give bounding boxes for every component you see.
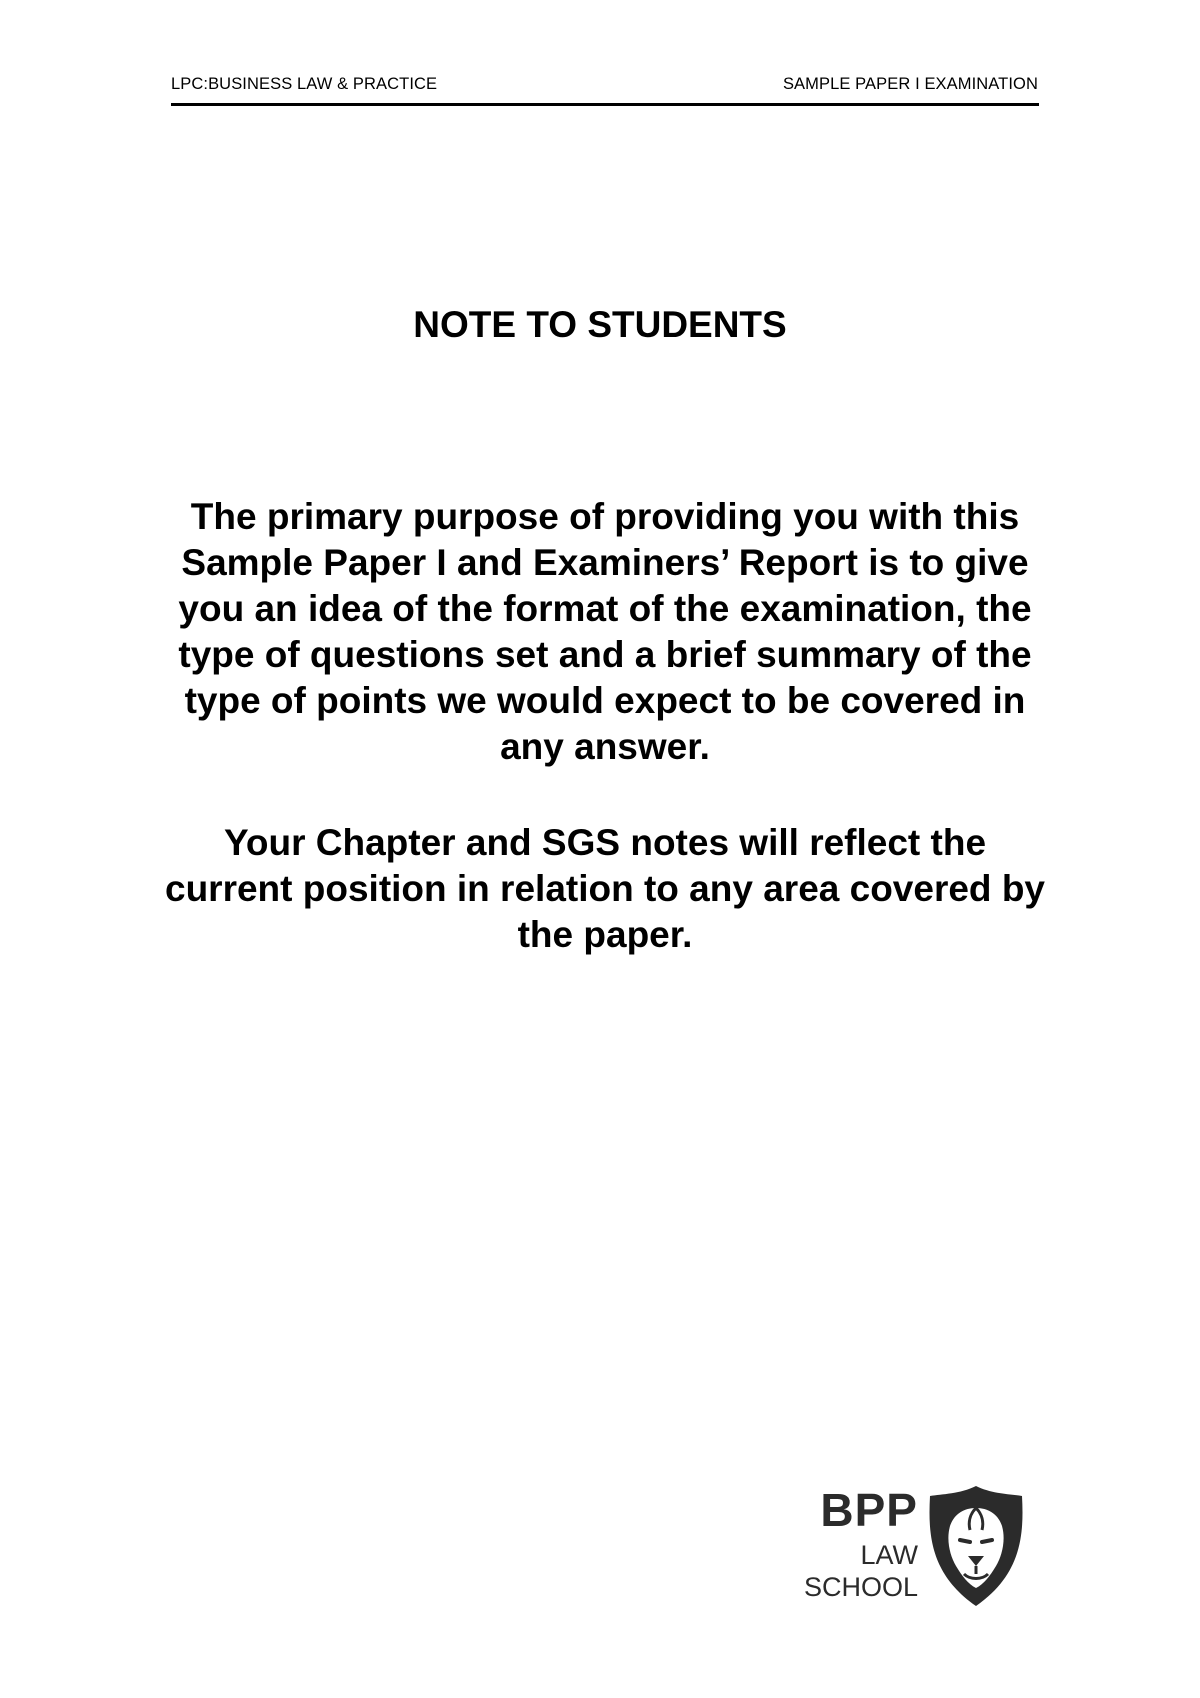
lion-head-shield-icon	[926, 1484, 1026, 1608]
bpp-law-school-logo	[780, 1484, 1040, 1614]
header-paper-title: SAMPLE PAPER I EXAMINATION	[782, 75, 1038, 93]
page-title: NOTE TO STUDENTS	[413, 304, 787, 345]
logo-text-school: SCHOOL	[803, 1572, 918, 1602]
note-paragraph-chapter-notes: Your Chapter and SGS notes will reflect the current position in relation to any area covered by the paper.	[165, 822, 1045, 955]
logo-text-bpp: BPP	[820, 1484, 918, 1536]
logo-text-law: LAW	[860, 1540, 918, 1570]
page-header	[171, 72, 1039, 106]
note-paragraph-purpose: The primary purpose of providing you with this Sample Paper I and Examiners’ Report is to give you an idea of the format of the examination, the type of questions set and a brief summary of the type of points we would expect to be covered in any answer.	[178, 496, 1032, 767]
header-course-title: LPC:BUSINESS LAW & PRACTICE	[171, 75, 438, 93]
